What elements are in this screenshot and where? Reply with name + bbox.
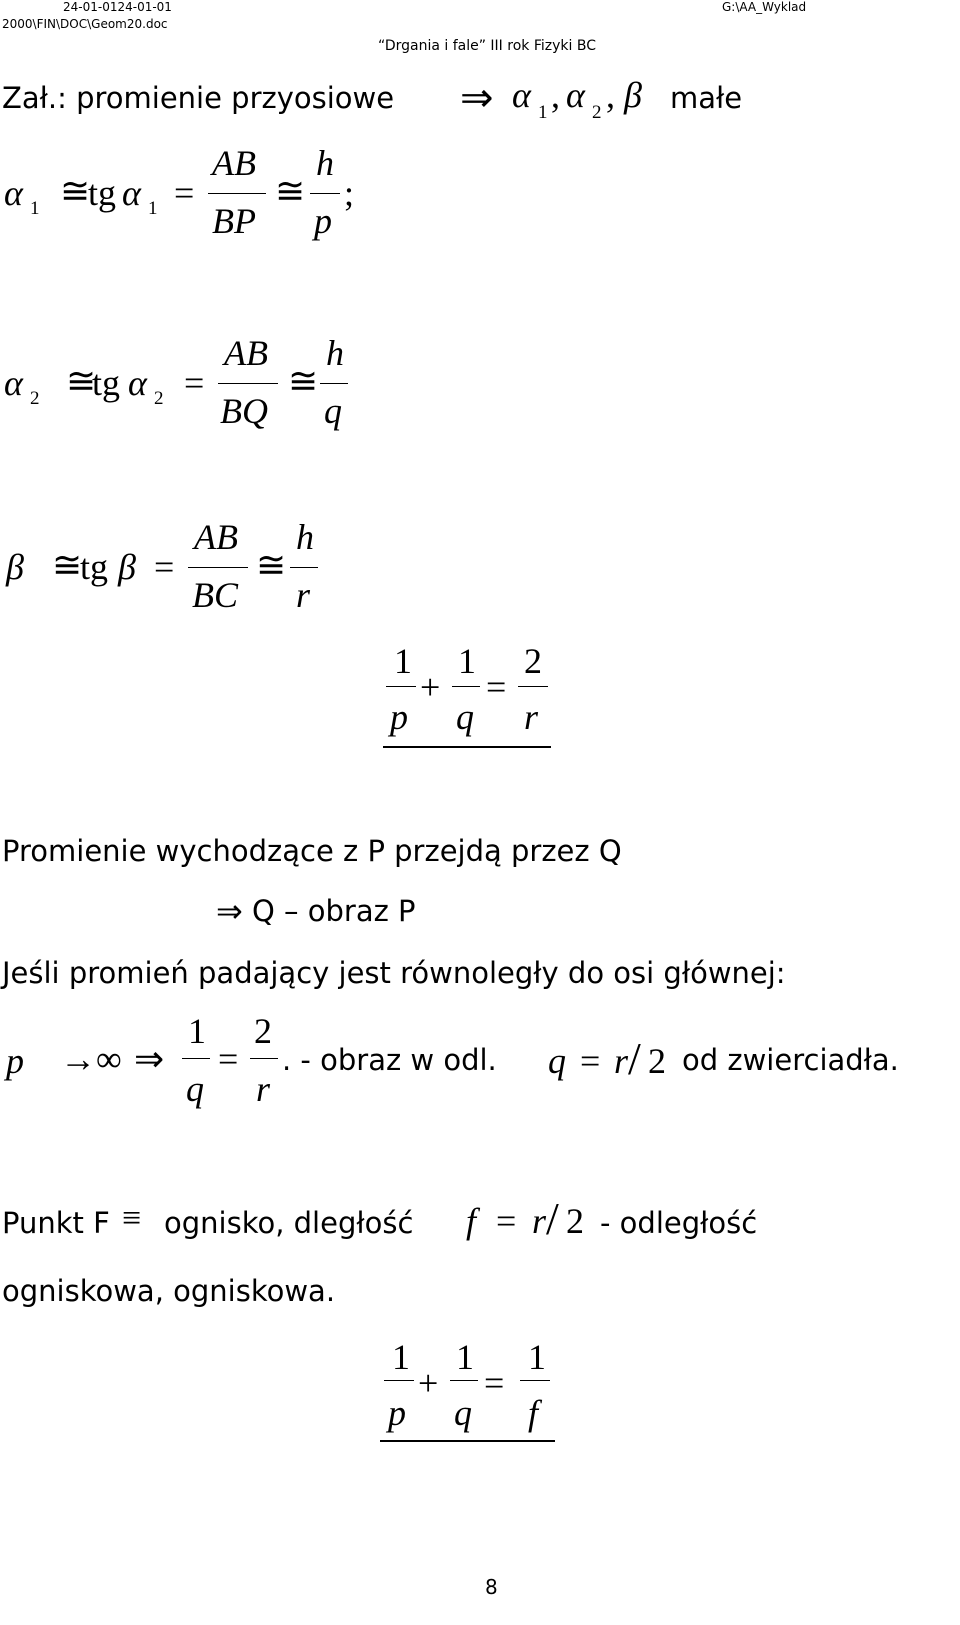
numerator-h: h	[316, 143, 334, 183]
equals-sign: =	[184, 363, 205, 403]
numeral-2: 2	[648, 1041, 666, 1081]
slash: /	[628, 1033, 641, 1084]
approx-symbol: ≅	[52, 545, 83, 585]
numerator-1: 1	[392, 1337, 410, 1377]
denominator-BQ: BQ	[220, 391, 268, 431]
equals-sign: =	[486, 667, 507, 707]
plus-sign: +	[420, 667, 441, 707]
fraction-bar	[520, 1380, 550, 1381]
equals-sign: =	[154, 547, 175, 587]
alpha2-symbol: α	[566, 75, 585, 115]
alpha1-symbol: α	[512, 75, 531, 115]
header-doc-path: 2000\FIN\DOC\Geom20.doc	[2, 17, 168, 31]
tg-function: tg	[80, 547, 109, 587]
focus-point-label: Punkt F	[2, 1206, 110, 1240]
numerator-1: 1	[188, 1011, 206, 1051]
alpha-symbol: α	[4, 173, 23, 213]
approx-symbol: ≅	[256, 545, 287, 585]
denominator-f: f	[528, 1393, 539, 1433]
identity-symbol: ≡	[122, 1200, 142, 1237]
denominator-q: q	[456, 697, 474, 737]
tg-function: tg	[92, 363, 121, 403]
small-word: małe	[670, 81, 743, 115]
fraction-bar	[208, 193, 266, 194]
numerator-1: 1	[458, 641, 476, 681]
implies-symbol: ⇒	[460, 75, 494, 120]
fraction-bar	[182, 1058, 210, 1059]
equation-underline	[383, 746, 551, 748]
implies-symbol: ⇒	[216, 893, 243, 929]
image-statement: Q – obraz P	[252, 894, 416, 928]
numerator-AB: AB	[194, 517, 238, 557]
denominator-p: p	[314, 201, 332, 241]
arrow-symbol: →	[60, 1039, 96, 1079]
alpha-symbol: α	[128, 363, 147, 403]
focus-description: ognisko, dległość	[164, 1206, 414, 1240]
subscript-1: 1	[538, 102, 548, 123]
beta-symbol: β	[624, 75, 642, 115]
denominator-p: p	[388, 1393, 406, 1433]
numerator-1: 1	[456, 1337, 474, 1377]
implies-symbol: ⇒	[134, 1039, 165, 1079]
subscript-2: 2	[592, 102, 602, 123]
semicolon: ;	[344, 173, 355, 213]
subscript-2: 2	[30, 388, 40, 409]
denominator-q: q	[454, 1393, 472, 1433]
header-folder: G:\AA_Wyklad	[722, 0, 807, 14]
denominator-q: q	[324, 391, 342, 431]
parallel-ray-statement: Jeśli promień padający jest równoległy do osi głównej:	[2, 956, 786, 990]
denominator-BP: BP	[212, 201, 256, 241]
from-mirror-text: od zwierciadła.	[682, 1043, 899, 1077]
numerator-2: 2	[254, 1011, 272, 1051]
beta-symbol: β	[6, 547, 24, 587]
plus-sign: +	[418, 1363, 439, 1403]
denominator-q: q	[186, 1069, 204, 1109]
approx-symbol: ≅	[66, 361, 97, 401]
numerator-2: 2	[524, 641, 542, 681]
equals-sign: =	[484, 1363, 505, 1403]
fraction-bar	[384, 1380, 414, 1381]
comma: ,	[606, 75, 615, 115]
numeral-2: 2	[566, 1201, 584, 1241]
infinity-symbol: ∞	[96, 1039, 122, 1079]
variable-r: r	[532, 1201, 547, 1241]
fraction-bar	[450, 1380, 478, 1381]
page-number: 8	[485, 1575, 498, 1599]
approx-symbol: ≅	[275, 171, 306, 211]
tg-function: tg	[88, 173, 117, 213]
variable-f: f	[466, 1201, 477, 1241]
numerator-1: 1	[528, 1337, 546, 1377]
denominator-r: r	[524, 697, 539, 737]
denominator-r: r	[256, 1069, 271, 1109]
fraction-bar	[310, 193, 340, 194]
focal-length-label: - odległość	[600, 1206, 758, 1240]
subscript-2: 2	[154, 388, 164, 409]
paraxial-statement: Zał.: promienie przyosiowe	[2, 81, 395, 115]
numerator-1: 1	[394, 641, 412, 681]
equals-sign: =	[580, 1041, 601, 1081]
numerator-AB: AB	[224, 333, 268, 373]
numerator-h: h	[296, 517, 314, 557]
fraction-bar	[452, 686, 480, 687]
fraction-bar	[250, 1058, 278, 1059]
denominator-r: r	[296, 575, 311, 615]
equals-sign: =	[174, 173, 195, 213]
focal-terms: ogniskowa, ogniskowa.	[2, 1274, 336, 1308]
denominator-p: p	[390, 697, 408, 737]
slash: /	[546, 1193, 559, 1244]
variable-r: r	[614, 1041, 629, 1081]
beta-symbol: β	[118, 547, 136, 587]
numerator-AB: AB	[212, 143, 256, 183]
fraction-bar	[386, 686, 416, 687]
fraction-bar	[518, 686, 548, 687]
subscript-1: 1	[30, 198, 40, 219]
alpha-symbol: α	[4, 363, 23, 403]
equals-sign: =	[496, 1201, 517, 1241]
variable-p: p	[6, 1041, 24, 1081]
header-course-title: “Drgania i fale” III rok Fizyki BC	[378, 38, 596, 54]
denominator-BC: BC	[192, 575, 239, 615]
subscript-1: 1	[148, 198, 158, 219]
fraction-bar	[290, 567, 318, 568]
fraction-bar	[218, 383, 278, 384]
numerator-h: h	[326, 333, 344, 373]
fraction-bar	[320, 383, 348, 384]
approx-symbol: ≅	[288, 361, 319, 401]
comma: ,	[551, 75, 560, 115]
approx-symbol: ≅	[60, 171, 91, 211]
equals-sign: =	[218, 1039, 239, 1079]
equation-underline	[380, 1440, 555, 1442]
fraction-bar	[188, 567, 248, 568]
rays-statement: Promienie wychodzące z P przejdą przez Q	[2, 834, 622, 868]
variable-q: q	[548, 1041, 566, 1081]
image-distance-text: . - obraz w odl.	[282, 1043, 497, 1077]
alpha-symbol: α	[122, 173, 141, 213]
header-doc-id: 24-01-0124-01-01	[63, 0, 172, 14]
